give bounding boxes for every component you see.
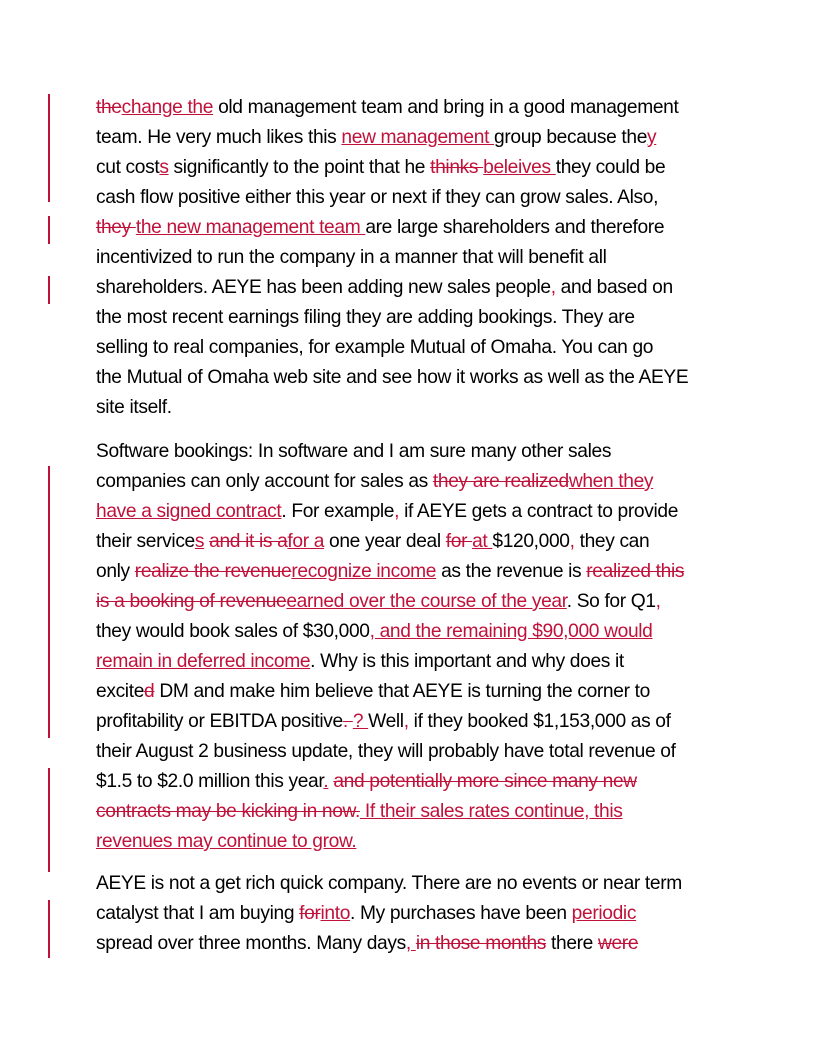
text-line [96,183,736,213]
inserted-text: . [323,771,329,792]
inserted-text: If their sales rates continue, this [359,801,623,822]
deleted-text: they are realized [432,471,569,492]
body-text: . For example [281,501,395,522]
inserted-text: change the [121,97,214,118]
text-line [96,497,736,527]
body-text: $1.5 to $2.0 million this year [96,771,324,792]
text-line [96,587,736,617]
inserted-text: for a [287,531,325,552]
change-bar [48,94,50,202]
body-text: shareholders. AEYE has been adding new sales people [96,277,551,298]
body-text: the Mutual of Omaha web site and see how it works as well as the AEYE [96,367,689,388]
text-line [96,707,736,737]
change-bar [48,466,50,738]
body-text: significantly to the point that he [168,157,431,178]
inserted-text: , [569,531,575,552]
body-text: one year deal [324,531,446,552]
body-text: the most recent earnings filing they are adding bookings. They are [96,307,635,328]
text-line [96,647,736,677]
text-line [96,899,736,929]
body-text: catalyst that I am buying [96,903,300,924]
body-text: team. He very much likes this [96,127,342,148]
change-bar [48,768,50,872]
body-text: . My purchases have been [350,903,572,924]
text-line [96,363,736,393]
body-text: if they booked $1,153,000 as of [408,711,671,732]
deleted-text: is a booking of revenue [96,591,287,612]
text-line [96,869,736,899]
text-line [96,929,736,959]
body-text: profitability or EBITDA positive [96,711,343,732]
text-line [96,213,736,243]
inserted-text: at [472,531,493,552]
text-line [96,827,736,857]
text-line [96,153,736,183]
inserted-text: s [159,157,169,178]
inserted-text: , [655,591,661,612]
text-line [96,557,736,587]
body-text: they would book sales of $30,000 [96,621,370,642]
deleted-text: . [342,711,353,732]
body-text: spread over three months. Many days [96,933,406,954]
inserted-text: earned over the course of the year [286,591,567,612]
deleted-text: and it is a [209,531,288,552]
inserted-text: when they [568,471,654,492]
text-line [96,767,736,797]
paragraph-software-bookings [96,437,736,857]
text-line [96,93,736,123]
body-text: are large shareholders and therefore [365,217,665,238]
body-text: DM and make him believe that AEYE is turning the corner to [154,681,650,702]
body-text: group because the [494,127,648,148]
deleted-text: were [597,933,639,954]
body-text: . Why is this important and why does it [310,651,624,672]
change-bar [48,216,50,244]
text-line [96,527,736,557]
inserted-text: revenues may continue to grow. [96,831,357,852]
paragraph-management [96,93,736,423]
body-text: there [546,933,598,954]
deleted-text: they [96,217,136,238]
inserted-text: s [194,531,205,552]
inserted-text: , [403,711,409,732]
inserted-text: remain in deferred income [96,651,311,672]
paragraph-aeye-not-quick [96,869,736,959]
body-text: companies can only account for sales as [96,471,433,492]
deleted-text: the [96,97,122,118]
body-text: AEYE is not a get rich quick company. There are no events or near term [96,873,682,894]
body-text: site itself. [96,397,172,418]
deleted-text: contracts may be kicking in now. [96,801,360,822]
body-text: . So for Q1 [566,591,656,612]
body-text: and based on [555,277,673,298]
inserted-text: , and the remaining $90,000 would [369,621,653,642]
inserted-text: periodic [571,903,637,924]
inserted-text: , [405,933,416,954]
text-line [96,123,736,153]
change-bar [48,900,50,958]
text-line [96,467,736,497]
text-line [96,303,736,333]
body-text: their August 2 business update, they will probably have total revenue of [96,741,676,762]
text-line [96,437,736,467]
inserted-text: y [647,127,657,148]
text-line [96,677,736,707]
body-text: selling to real companies, for example Mutual of Omaha. You can go [96,337,654,358]
inserted-text: the new management team [135,217,366,238]
deleted-text: realized this [586,561,685,582]
deleted-text: d [144,681,155,702]
body-text: excite [96,681,145,702]
inserted-text: recognize income [291,561,437,582]
text-line [96,617,736,647]
deleted-text: in those months [415,933,547,954]
inserted-text: have a signed contract [96,501,282,522]
inserted-text: , [550,277,556,298]
inserted-text: new management [341,127,495,148]
body-text: they can [574,531,650,552]
body-text: cash flow positive either this year or next if they can grow sales. Also, [96,187,659,208]
body-text: old management team and bring in a good management [213,97,679,118]
inserted-text: beleives [483,157,556,178]
deleted-text: and potentially more since many new [333,771,637,792]
body-text: they could be [555,157,666,178]
body-text: their service [96,531,195,552]
body-text: as the revenue is [436,561,587,582]
body-text: if AEYE gets a contract to provide [399,501,679,522]
text-line [96,737,736,767]
body-text: Well [368,711,404,732]
body-text: cut cost [96,157,160,178]
inserted-text: ? [352,711,369,732]
deleted-text: for [445,531,473,552]
text-line [96,273,736,303]
deleted-text: thinks [430,157,484,178]
change-bar [48,276,50,304]
deleted-text: for [299,903,321,924]
inserted-text: , [394,501,400,522]
deleted-text: realize the revenue [134,561,292,582]
body-text: Software bookings: In software and I am sure many other sales [96,441,612,462]
text-line [96,333,736,363]
text-line [96,393,736,423]
inserted-text: into [320,903,351,924]
body-text: $120,000 [492,531,570,552]
body-text: only [96,561,135,582]
body-text: incentivized to run the company in a manner that will benefit all [96,247,607,268]
text-line [96,797,736,827]
text-line [96,243,736,273]
